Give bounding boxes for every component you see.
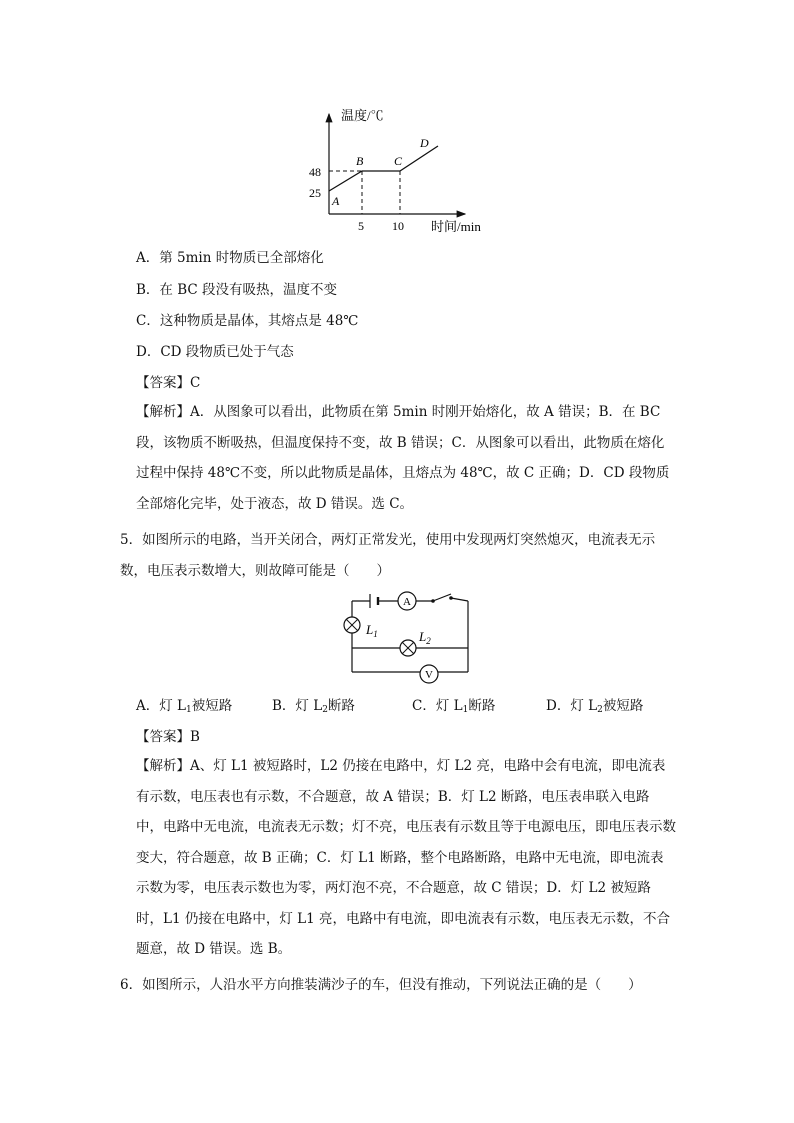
q4-option-c: C．这种物质是晶体，其熔点是 48℃ (136, 313, 359, 329)
q4-analysis: 【解析】A．从图象可以看出，此物质在第 5min 时刚开始熔化，故 A 错误；B．在 BC 段，该物质不断吸热，但温度保持不变，故 B 错误；C．从图象可以看出，此物质在熔化过程中保持 48℃不变，所以此物质是晶体，且熔点为 48℃，故 C 正确；D．CD 段物质全部熔化完毕，处于液态，故 D 错误。选 C。 (136, 404, 670, 512)
q5-option-a: A．灯 $L_1$被短路 (136, 698, 233, 715)
q5-analysis: 【解析】A、灯 L1 被短路时，L2 仍接在电路中，灯 L2 亮，电路中会有电流，即电流表有示数，电压表也有示数，不合题意，故 A 错误；B．灯 L2 断路，电压表串联入电路中，电路中无电流，电流表无示数；灯不亮，电压表有示数且等于电源电压，即电压表示数变大，符合题意，故 B 正确；C．灯 L1 断路，整个电路断路，电路中无电流，即电流表示数为零，电压表示数也为零，两灯泡不亮，不合题意，故 C 错误；D．灯 L2 被短路时，L1 仍接在电路中，灯 L1 亮，电路中有电流，即电流表有示数，电压表无示数，不合题意，故 D 错误。选 B。 (136, 758, 676, 957)
point-label-d: D (420, 136, 429, 150)
q5-stem: 5．如图所示的电路，当开关闭合，两灯正常发光，使用中发现两灯突然熄灭，电流表无示数，电压表示数增大，则故障可能是（ ） (120, 532, 656, 579)
lamp-l2-icon (400, 640, 416, 656)
q4-option-b: B．在 BC 段没有吸热，温度不变 (136, 282, 338, 298)
q5-option-d: D．灯 $L_2$被短路 (546, 698, 644, 715)
q6-stem: 6．如图所示，人沿水平方向推装满沙子的车，但没有推动，下列说法正确的是（ ） (120, 977, 642, 993)
x-tick-5: 5 (358, 219, 364, 233)
x-axis-label: 时间/min (431, 219, 481, 234)
q5-option-c: C．灯 $L_1$断路 (412, 698, 496, 715)
q5-option-b: B．灯 $L_2$断路 (272, 698, 355, 715)
point-label-b: B (356, 154, 364, 168)
lamp-l2-label: $L_2$ (419, 629, 431, 646)
temperature-curve (329, 146, 438, 191)
point-label-a: A (332, 194, 340, 208)
switch-contact-icon (449, 596, 453, 600)
y-tick-48: 48 (309, 165, 321, 179)
svg-text:A: A (403, 596, 411, 608)
q4-answer: 【答案】C (136, 375, 201, 391)
ammeter-icon (398, 592, 416, 610)
q4-option-a: A．第 5min 时物质已全部熔化 (136, 250, 324, 266)
switch-contact-icon (431, 599, 435, 603)
point-label-c: C (394, 154, 403, 168)
lamp-l1-label: $L_1$ (366, 622, 378, 639)
y-tick-25: 25 (309, 186, 321, 200)
q5-answer: 【答案】B (136, 729, 200, 745)
q4-option-d: D．CD 段物质已处于气态 (136, 344, 294, 360)
y-axis-label: 温度/℃ (341, 108, 384, 123)
lamp-l1-icon (344, 617, 360, 633)
voltmeter-icon (420, 665, 438, 683)
melting-graph (0, 0, 794, 240)
battery-icon (370, 594, 378, 608)
circuit-diagram (0, 585, 794, 705)
svg-text:V: V (425, 669, 433, 681)
x-tick-10: 10 (392, 219, 404, 233)
